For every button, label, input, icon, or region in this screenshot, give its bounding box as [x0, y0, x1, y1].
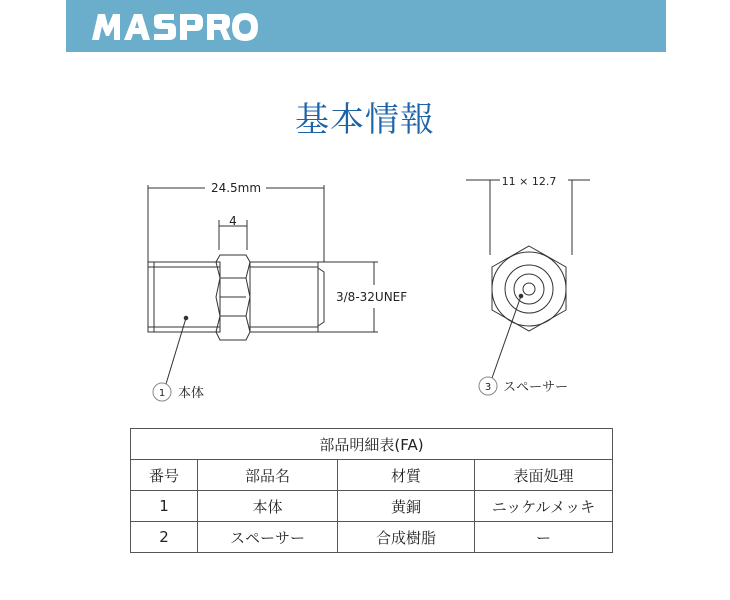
page-title: 基本情報 [295, 100, 435, 140]
cell-part-name: スペーサー [198, 522, 338, 553]
callout3-label: スペーサー [503, 380, 569, 395]
callout1-label: 本体 [178, 386, 205, 401]
cell-material: 合成樹脂 [338, 522, 475, 553]
end-mid-circle [505, 265, 553, 313]
dim-length-text: 24.5mm [210, 181, 262, 195]
cell-part-name: 本体 [198, 491, 338, 522]
table-header-row [131, 460, 613, 491]
table-row [131, 491, 613, 522]
end-inner-circle [514, 274, 544, 304]
body-left-barrel [148, 262, 220, 332]
cell-material: 黄銅 [338, 491, 475, 522]
dim-hex-text: 11 × 12.7 [501, 175, 557, 188]
header-material: 材質 [338, 460, 475, 491]
body-right-barrel [250, 262, 318, 332]
cell-number: 2 [131, 522, 198, 553]
header-surface: 表面処理 [475, 460, 613, 491]
end-center-circle [523, 283, 535, 295]
dim-thread-text: 3/8-32UNEF [336, 290, 408, 304]
header-number: 番号 [131, 460, 198, 491]
hex-end-view [492, 246, 566, 331]
dim-nut-text: 4 [229, 214, 237, 228]
cell-number: 1 [131, 491, 198, 522]
cell-surface: ニッケルメッキ [475, 491, 613, 522]
table-row [131, 522, 613, 553]
parts-list-table [130, 428, 613, 553]
header-part-name: 部品名 [198, 460, 338, 491]
callout3-number: 3 [484, 382, 492, 393]
cell-surface: ー [475, 522, 613, 553]
callout1-number: 1 [158, 388, 166, 399]
end-outer-circle [492, 252, 566, 326]
table-caption: 部品明細表(FA) [131, 429, 613, 460]
table-caption-row [131, 429, 613, 460]
